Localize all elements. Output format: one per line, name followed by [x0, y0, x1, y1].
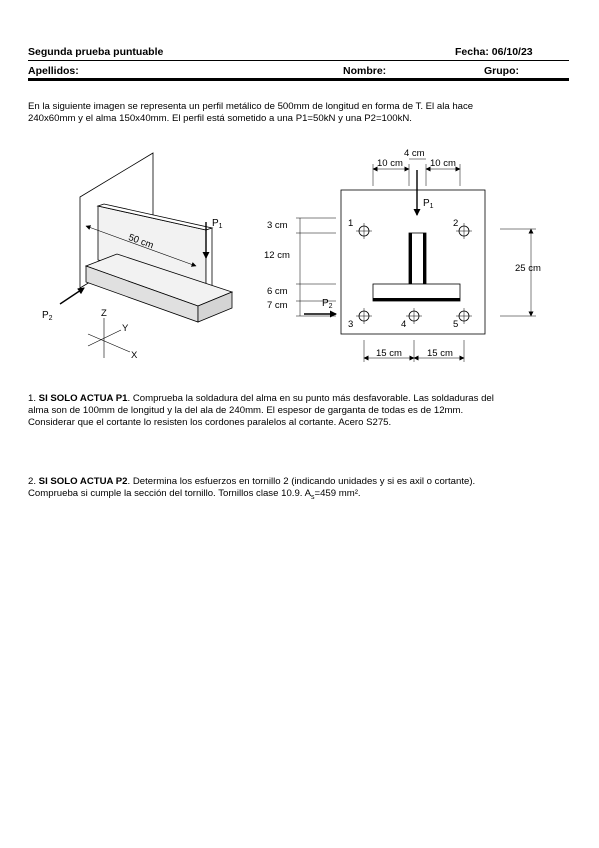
exam-title: Segunda prueba puntuable: [28, 46, 164, 58]
bolt-2: [456, 223, 472, 239]
question-1-title: SI SOLO ACTUA P1: [38, 393, 128, 404]
bolt-3-label: 3: [348, 319, 354, 330]
iso-p2-arrow: [60, 288, 84, 304]
dim-25cm: 25 cm: [515, 263, 541, 274]
front-view: [264, 148, 541, 362]
dim-15cm-left: 15 cm: [376, 348, 402, 359]
exam-date: Fecha: 06/10/23: [455, 46, 533, 58]
dim-3cm: 3 cm: [267, 220, 288, 231]
header-bottom-rule: [28, 78, 569, 81]
surname-label: Apellidos:: [28, 65, 79, 77]
question-1-line-2: alma son de 100mm de longitud y la del ala de 240mm. El espesor de garganta de todas es de 12mm.: [28, 405, 464, 416]
header-divider: [28, 60, 569, 61]
question-1: [28, 393, 571, 429]
dim-10cm-left: 10 cm: [377, 158, 403, 169]
intro-line-1: En la siguiente imagen se representa un perfil metálico de 500mm de longitud en forma de T. El ala hace: [28, 101, 474, 112]
axis-x-label: X: [131, 350, 138, 361]
left-dimensions: [296, 218, 336, 316]
dim-12cm: 12 cm: [264, 250, 290, 261]
bolt-5: [456, 308, 472, 324]
bolt-1-label: 1: [348, 218, 354, 229]
front-p2-label: $P_2$: [322, 298, 333, 310]
question-1-line-3: Considerar que el cortante lo resisten los cordones paralelos al cortante. Acero S275.: [28, 417, 392, 428]
intro-paragraph: [28, 101, 571, 125]
question-2-line-2: Comprueba si cumple la sección del tornillo. Tornillos clase 10.9. $A_s=459$ mm².: [28, 488, 361, 501]
dim-15cm-right: 15 cm: [427, 348, 453, 359]
web-end: [206, 228, 212, 288]
question-2-line-1: 2. SI SOLO ACTUA P2. Determina los esfuerzos en tornillo 2 (indicando unidades y si es axil o cortante).: [28, 476, 476, 487]
problem-figure: [0, 140, 599, 400]
dim-6cm: 6 cm: [267, 286, 288, 297]
axis-y-line: [88, 330, 121, 346]
bolt-4-label: 4: [401, 319, 407, 330]
front-p1-label: $P_1$: [423, 198, 434, 210]
weld-web-left: [409, 233, 412, 284]
weld-web-right: [423, 233, 426, 284]
dim-10cm-right: 10 cm: [430, 158, 456, 169]
bolt-4: [406, 308, 422, 324]
axis-z-label: Z: [101, 308, 107, 319]
iso-p2-label: $P_2$: [42, 310, 53, 322]
axis-y-label: Y: [122, 323, 129, 334]
dim-7cm: 7 cm: [267, 300, 288, 311]
bolt-2-label: 2: [453, 218, 459, 229]
group-label: Grupo:: [484, 65, 519, 77]
weld-flange: [373, 298, 460, 301]
name-label: Nombre:: [343, 65, 387, 77]
iso-p1-label: $P_1$: [212, 218, 223, 230]
intro-line-2: 240x60mm y el alma 150x40mm. El perfil está sometido a una P1=50kN y una P2=100kN.: [28, 113, 412, 124]
isometric-view: [42, 153, 232, 361]
dim-4cm: 4 cm: [404, 148, 425, 159]
bolt-5-label: 5: [453, 319, 459, 330]
question-2-title: SI SOLO ACTUA P2: [38, 476, 128, 487]
question-2: [28, 476, 571, 504]
length-label: 50 cm: [126, 232, 155, 252]
question-1-line-1: 1. SI SOLO ACTUA P1. Comprueba la soldadura del alma en su punto más desfavorable. Las soldaduras del: [28, 393, 494, 404]
bolt-3: [356, 308, 372, 324]
bolt-1: [356, 223, 372, 239]
